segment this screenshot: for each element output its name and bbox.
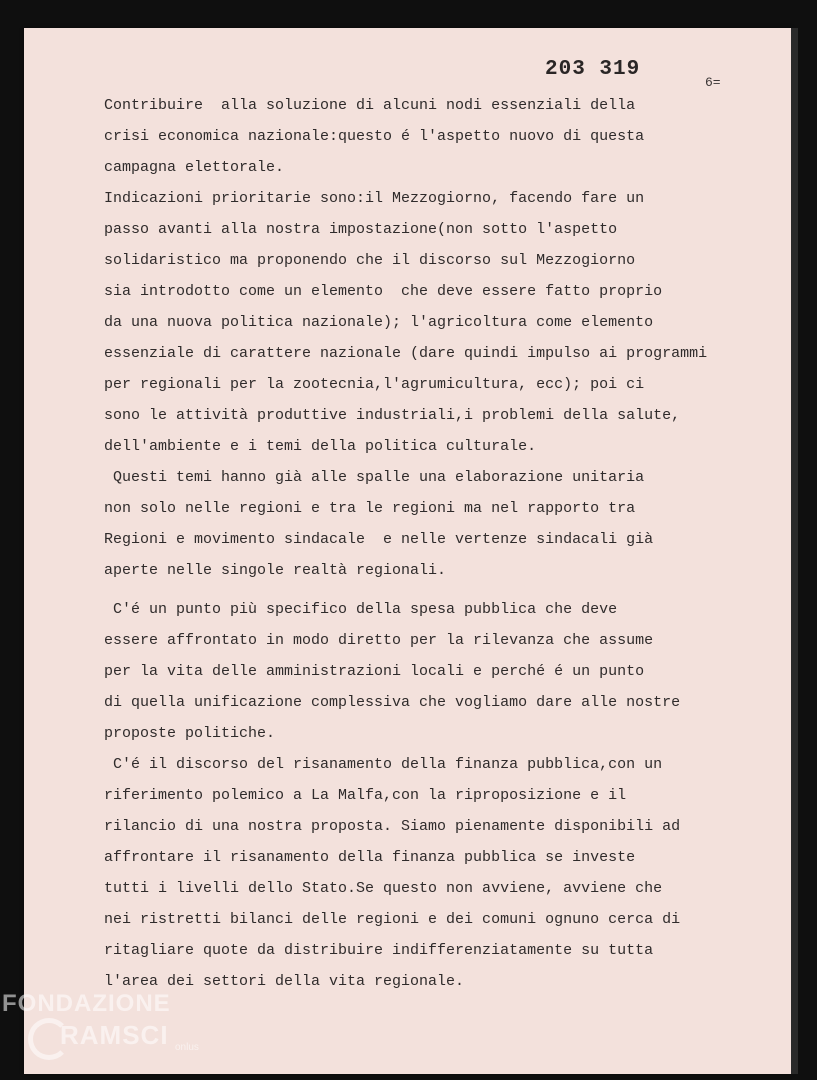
page-edge — [791, 28, 798, 1074]
text-line: per la vita delle amministrazioni locali e perché é un punto — [104, 663, 645, 680]
watermark-line2: RAMSCI — [60, 1020, 169, 1050]
text-line: aperte nelle singole realtà regionali. — [104, 562, 447, 579]
text-line: passo avanti alla nostra impostazione(non sotto l'aspetto — [104, 221, 618, 238]
text-line: tutti i livelli dello Stato.Se questo non avviene, avviene che — [104, 880, 663, 897]
text-line: C'é un punto più specifico della spesa pubblica che deve — [104, 601, 618, 618]
text-line: Indicazioni prioritarie sono:il Mezzogiorno, facendo fare un — [104, 190, 645, 207]
text-line: essere affrontato in modo diretto per la rilevanza che assume — [104, 632, 654, 649]
text-line: affrontare il risanamento della finanza pubblica se investe — [104, 849, 636, 866]
typewritten-body — [104, 90, 754, 997]
text-line: crisi economica nazionale:questo é l'aspetto nuovo di questa — [104, 128, 645, 145]
text-line: di quella unificazione complessiva che vogliamo dare alle nostre — [104, 694, 681, 711]
text-line: Questi temi hanno già alle spalle una elaborazione unitaria — [104, 469, 645, 486]
text-line: C'é il discorso del risanamento della finanza pubblica,con un — [104, 756, 663, 773]
text-line: riferimento polemico a La Malfa,con la riproposizione e il — [104, 787, 627, 804]
text-line: solidaristico ma proponendo che il discorso sul Mezzogiorno — [104, 252, 636, 269]
text-line: l'area dei settori della vita regionale. — [104, 973, 465, 990]
text-line: non solo nelle regioni e tra le regioni ma nel rapporto tra — [104, 500, 636, 517]
text-line: dell'ambiente e i temi della politica culturale. — [104, 438, 537, 455]
text-line: Regioni e movimento sindacale e nelle vertenze sindacali già — [104, 531, 654, 548]
watermark-line1: FONDAZIONE — [2, 990, 171, 1017]
text-line: per regionali per la zootecnia,l'agrumicultura, ecc); poi ci — [104, 376, 645, 393]
text-line: sono le attività produttive industriali,i problemi della salute, — [104, 407, 681, 424]
text-line: rilancio di una nostra proposta. Siamo pienamente disponibili ad — [104, 818, 681, 835]
watermark-suffix: onlus — [175, 1042, 199, 1053]
fondazione-gramsci-watermark — [0, 990, 210, 1070]
text-line: Contribuire alla soluzione di alcuni nodi essenziali della — [104, 97, 636, 114]
text-line: proposte politiche. — [104, 725, 276, 742]
text-line: nei ristretti bilanci delle regioni e dei comuni ognuno cerca di — [104, 911, 681, 928]
archive-number: 203 319 — [545, 58, 641, 81]
text-line: essenziale di carattere nazionale (dare quindi impulso ai programmi — [104, 345, 708, 362]
text-line: ritagliare quote da distribuire indifferenziatamente su tutta — [104, 942, 654, 959]
page-number: 6= — [705, 75, 721, 90]
text-line: da una nuova politica nazionale); l'agricoltura come elemento — [104, 314, 654, 331]
text-line: sia introdotto come un elemento che deve essere fatto proprio — [104, 283, 663, 300]
text-line: campagna elettorale. — [104, 159, 285, 176]
